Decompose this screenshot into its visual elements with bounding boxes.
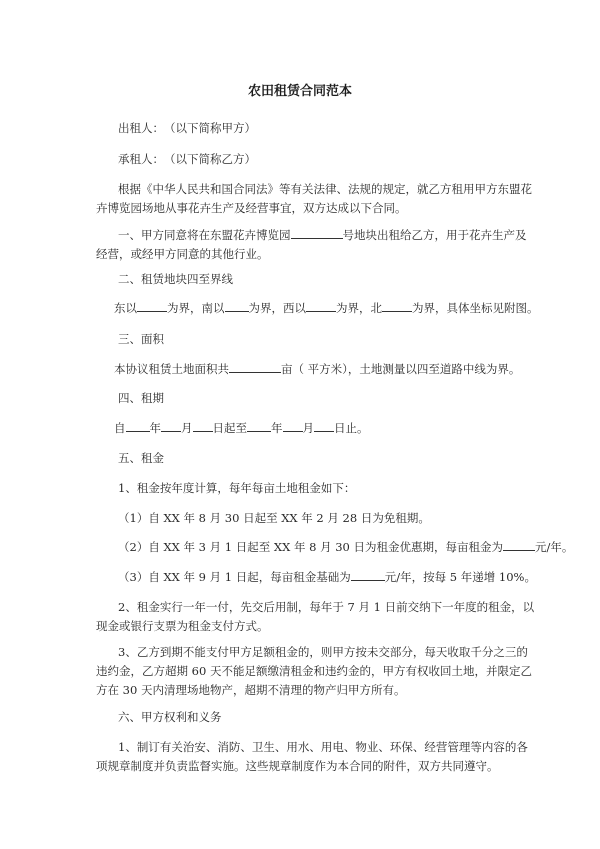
east-blank[interactable] (137, 299, 167, 312)
north-blank[interactable] (382, 299, 412, 312)
intro-line-2: 卉博览园场地从事花卉生产及经营事宜，双方达成以下合同。 (96, 201, 407, 215)
end-year-blank[interactable] (247, 419, 271, 432)
south-blank[interactable] (225, 299, 249, 312)
rent-item-1-3 (118, 568, 536, 587)
rent-2-line-2: 现金或银行支票为租金支付方式。 (96, 619, 269, 633)
rent-1-3-text-b: 元/年，按每 5 年递增 10%。 (384, 570, 536, 584)
lessor-line: 出租人： （以下简称甲方） (118, 121, 256, 135)
clause-1-text-a: 一、甲方同意将在东盟花卉博览园 (118, 228, 291, 242)
area-blank[interactable] (229, 360, 281, 373)
intro-paragraph (96, 180, 532, 218)
west-blank[interactable] (306, 299, 336, 312)
term-line (114, 419, 514, 438)
boundary-line (114, 299, 539, 318)
plot-number-blank[interactable] (291, 226, 343, 239)
rent-1-2-text-a: （2）自 XX 年 3 月 1 日起至 XX 年 8 月 30 日为租金优惠期，每亩租金为 (118, 540, 504, 554)
term-text-year-2: 年 (271, 421, 283, 435)
boundary-text-end: 为界，具体坐标见附图。 (412, 301, 539, 315)
rent-item-1-2 (118, 538, 574, 557)
duty-1-line-1: 1、制订有关治安、消防、卫生、用水、用电、物业、环保、经营管理等内容的各 (118, 740, 528, 754)
heading-rent: 五、租金 (118, 451, 164, 465)
rent-item-2 (96, 598, 535, 636)
boundary-text-east: 东以 (114, 301, 137, 315)
clause-1 (96, 226, 527, 264)
term-text-end: 日止。 (334, 421, 369, 435)
rent-item-3 (96, 643, 532, 700)
term-text-month-2: 月 (302, 421, 314, 435)
rent-2-line-1: 2、租金实行一年一付，先交后用制，每年于 7 月 1 日前交纳下一年度的租金，以 (118, 600, 535, 614)
rent-3-line-1: 3、乙方到期不能支付甲方足额租金的，则甲方按未交部分，每天收取千分之三的 (118, 645, 528, 659)
heading-area: 三、面积 (118, 332, 164, 346)
rent-item-1-1: （1）自 XX 年 8 月 30 日起至 XX 年 2 月 28 日为免租期。 (118, 511, 430, 525)
rent-3-line-3: 方在 30 天内清理场地物产，超期不清理的物产归甲方所有。 (96, 683, 406, 697)
heading-term: 四、租期 (118, 391, 164, 405)
heading-lessor-duties: 六、甲方权利和义务 (118, 710, 222, 724)
intro-line-1: 根据《中华人民共和国合同法》等有关法律、法规的规定，就乙方租用甲方东盟花 (118, 182, 532, 196)
rent-3-line-2: 违约金，乙方超期 60 天不能足额缴清租金和违约金的，甲方有权收回土地，并限定乙 (96, 664, 532, 678)
start-month-blank[interactable] (161, 419, 181, 432)
term-text-month-1: 月 (181, 421, 193, 435)
area-text-b: 亩（ 平方米），土地测量以四至道路中线为界。 (281, 362, 521, 376)
rent-1-2-text-b: 元/年。 (535, 540, 574, 554)
boundary-text-north: 为界，北 (336, 301, 382, 315)
clause-1-line-2: 经营，或经甲方同意的其他行业。 (96, 247, 269, 261)
area-line (114, 360, 521, 379)
end-day-blank[interactable] (314, 419, 334, 432)
heading-boundaries: 二、租赁地块四至界线 (118, 272, 233, 286)
document-title: 农田租赁合同范本 (247, 84, 352, 99)
clause-1-text-b: 号地块出租给乙方，用于花卉生产及 (342, 228, 527, 242)
clause-1-line-1 (118, 226, 527, 245)
end-month-blank[interactable] (283, 419, 303, 432)
term-text-from: 自 (114, 421, 126, 435)
start-year-blank[interactable] (126, 419, 150, 432)
boundary-text-south: 为界，南以 (167, 301, 225, 315)
discount-rent-blank[interactable] (503, 538, 535, 551)
duty-1-line-2: 项规章制度并负责监督实施。这些规章制度作为本合同的附件，双方共同遵守。 (96, 759, 499, 773)
lessee-line: 承租人： （以下简称乙方） (118, 152, 256, 166)
rent-item-1: 1、租金按年度计算，每年每亩土地租金如下： (118, 481, 356, 495)
area-text-a: 本协议租赁土地面积共 (114, 362, 229, 376)
start-day-blank[interactable] (193, 419, 213, 432)
term-text-to: 日起至 (212, 421, 247, 435)
base-rent-blank[interactable] (351, 568, 385, 581)
rent-1-3-text-a: （3）自 XX 年 9 月 1 日起，每亩租金基础为 (118, 570, 351, 584)
duty-item-1 (96, 738, 528, 776)
term-text-year-1: 年 (149, 421, 161, 435)
boundary-text-west: 为界，西以 (248, 301, 306, 315)
